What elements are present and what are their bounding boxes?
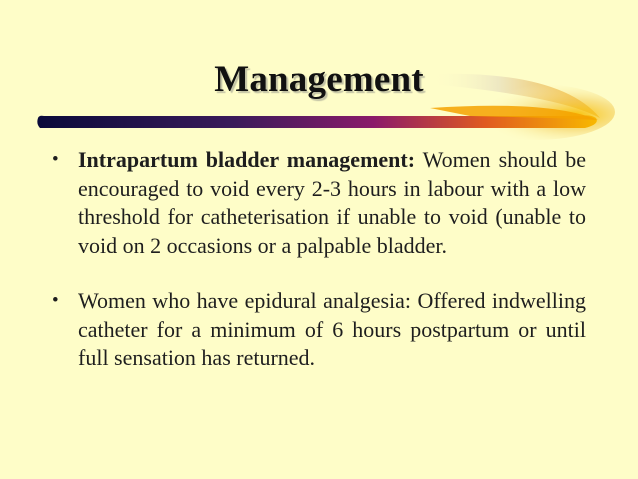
bullet-body-text: Women who have epidural analgesia: Offered indwelling catheter for a minimum of 6 hours postpartum or until full sensation has returned.	[78, 288, 586, 370]
bullet-icon: •	[52, 290, 59, 311]
bullet-body-text: Women should be encouraged to void every 2-3 hours in labour with a low threshold for catheterisation if unable to void (unable to void on 2 occasions or a palpable bladder.	[78, 147, 587, 258]
list-item	[52, 146, 586, 260]
slide-title: Management	[214, 59, 424, 100]
list-item	[52, 287, 586, 373]
bullet-lead-text: Intrapartum bladder management:	[78, 147, 416, 172]
bullet-list	[52, 146, 586, 373]
bullet-icon: •	[52, 149, 59, 170]
